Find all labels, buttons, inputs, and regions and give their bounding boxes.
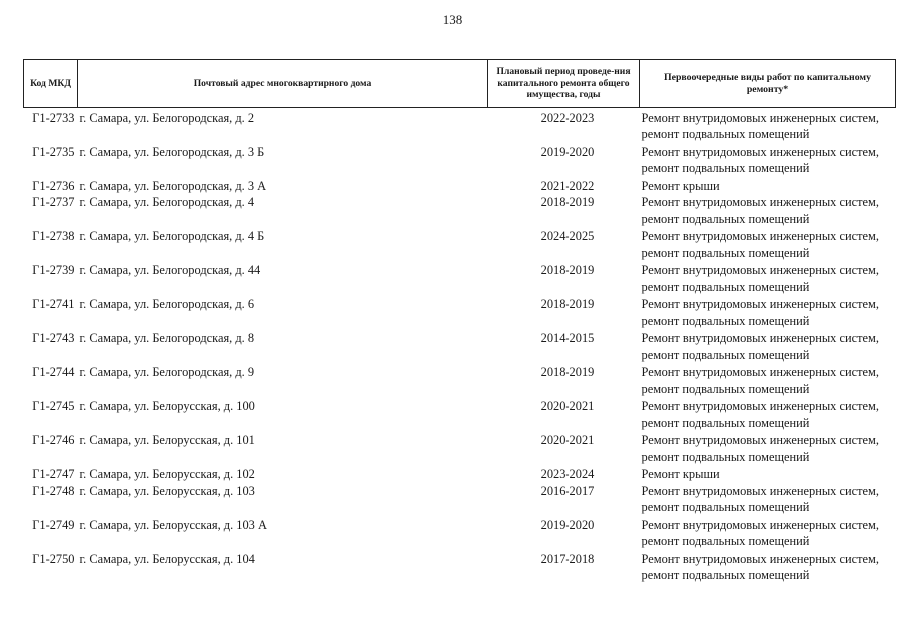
cell-period: 2024-2025 xyxy=(540,229,595,244)
cell-code: Г1-2748 xyxy=(32,483,75,498)
cell-works xyxy=(640,228,896,262)
cell-works xyxy=(640,144,896,178)
cell-code: Г1-2744 xyxy=(32,365,75,380)
works-line-2: ремонт подвальных помещений xyxy=(641,279,810,294)
table-row xyxy=(24,194,896,228)
cell-address: г. Самара, ул. Белорусская, д. 101 xyxy=(79,433,255,448)
table-row xyxy=(24,466,896,482)
works-line-2: ремонт подвальных помещений xyxy=(641,211,810,226)
table-row xyxy=(24,398,896,432)
cell-address: г. Самара, ул. Белорусская, д. 100 xyxy=(79,399,255,414)
table-row xyxy=(24,144,896,178)
cell-code: Г1-2737 xyxy=(32,195,75,210)
table-row xyxy=(24,517,896,551)
header-address: Почтовый адрес многоквартирного дома xyxy=(78,60,488,108)
table-row xyxy=(24,296,896,330)
cell-works xyxy=(640,364,896,398)
cell-works xyxy=(640,108,896,145)
cell-period: 2014-2015 xyxy=(540,331,595,346)
works-line-2: ремонт подвальных помещений xyxy=(641,381,810,396)
cell-works xyxy=(640,262,896,296)
cell-code: Г1-2746 xyxy=(32,433,75,448)
works-line-1: Ремонт внутридомовых инженерных систем, xyxy=(641,331,879,346)
works-line-1: Ремонт внутридомовых инженерных систем, xyxy=(641,483,879,498)
cell-period: 2020-2021 xyxy=(540,433,595,448)
cell-address: г. Самара, ул. Белогородская, д. 4 xyxy=(79,195,255,210)
cell-works xyxy=(640,483,896,517)
cell-code: Г1-2736 xyxy=(32,179,75,193)
works-line-2: ремонт подвальных помещений xyxy=(641,534,810,549)
cell-code: Г1-2741 xyxy=(32,297,75,312)
works-line-2: ремонт подвальных помещений xyxy=(641,415,810,430)
cell-address: г. Самара, ул. Белорусская, д. 103 А xyxy=(79,517,267,532)
works-line-2: ремонт подвальных помещений xyxy=(641,500,810,515)
table-row xyxy=(24,262,896,296)
cell-works xyxy=(640,432,896,466)
cell-period: 2018-2019 xyxy=(540,195,595,210)
table-row xyxy=(24,330,896,364)
cell-code: Г1-2745 xyxy=(32,399,75,414)
cell-address: г. Самара, ул. Белорусская, д. 102 xyxy=(79,467,255,482)
cell-works xyxy=(640,551,896,585)
cell-address: г. Самара, ул. Белогородская, д. 6 xyxy=(79,297,255,312)
works-line-2: ремонт подвальных помещений xyxy=(641,568,810,583)
table-row xyxy=(24,483,896,517)
table-row xyxy=(24,228,896,262)
works-line-1: Ремонт крыши xyxy=(641,179,720,193)
cell-period: 2021-2022 xyxy=(540,179,595,193)
cell-code: Г1-2743 xyxy=(32,331,75,346)
cell-period: 2016-2017 xyxy=(540,483,595,498)
header-works: Первоочередные виды работ по капитальному ремонту* xyxy=(640,60,896,108)
works-line-2: ремонт подвальных помещений xyxy=(641,161,810,176)
cell-code: Г1-2733 xyxy=(32,111,75,125)
cell-works xyxy=(640,398,896,432)
works-line-1: Ремонт внутридомовых инженерных систем, xyxy=(641,297,879,312)
cell-period: 2019-2020 xyxy=(540,145,595,159)
cell-code: Г1-2747 xyxy=(32,467,75,482)
works-line-1: Ремонт внутридомовых инженерных систем, xyxy=(641,399,879,414)
table-row xyxy=(24,178,896,194)
cell-address: г. Самара, ул. Белогородская, д. 2 xyxy=(79,111,255,125)
cell-address: г. Самара, ул. Белогородская, д. 44 xyxy=(79,263,261,278)
header-period: Плановый период проведе-ния капитального ремонта общего имущества, годы xyxy=(488,60,640,108)
table-row xyxy=(24,432,896,466)
works-line-2: ремонт подвальных помещений xyxy=(641,127,810,142)
works-line-1: Ремонт крыши xyxy=(641,467,720,482)
page-number: 138 xyxy=(442,12,463,27)
table-row xyxy=(24,551,896,585)
cell-period: 2018-2019 xyxy=(540,365,595,380)
cell-address: г. Самара, ул. Белорусская, д. 104 xyxy=(79,551,255,566)
cell-works xyxy=(640,178,896,194)
cell-works xyxy=(640,194,896,228)
cell-period: 2018-2019 xyxy=(540,297,595,312)
cell-period: 2023-2024 xyxy=(540,467,595,482)
works-line-1: Ремонт внутридомовых инженерных систем, xyxy=(641,517,879,532)
cell-code: Г1-2738 xyxy=(32,229,75,244)
cell-period: 2022-2023 xyxy=(540,111,595,125)
cell-period: 2017-2018 xyxy=(540,551,595,566)
cell-works xyxy=(640,330,896,364)
header-code: Код МКД xyxy=(24,60,78,108)
works-line-2: ремонт подвальных помещений xyxy=(641,245,810,260)
cell-period: 2018-2019 xyxy=(540,263,595,278)
cell-address: г. Самара, ул. Белогородская, д. 3 Б xyxy=(79,145,265,159)
works-line-1: Ремонт внутридомовых инженерных систем, xyxy=(641,365,879,380)
cell-address: г. Самара, ул. Белогородская, д. 3 А xyxy=(79,179,267,193)
cell-address: г. Самара, ул. Белогородская, д. 4 Б xyxy=(79,229,265,244)
cell-address: г. Самара, ул. Белогородская, д. 9 xyxy=(79,365,255,380)
works-line-1: Ремонт внутридомовых инженерных систем, xyxy=(641,551,879,566)
cell-address: г. Самара, ул. Белогородская, д. 8 xyxy=(79,331,255,346)
table-row xyxy=(24,364,896,398)
works-line-2: ремонт подвальных помещений xyxy=(641,449,810,464)
works-line-2: ремонт подвальных помещений xyxy=(641,347,810,362)
cell-code: Г1-2735 xyxy=(32,145,75,159)
cell-code: Г1-2749 xyxy=(32,517,75,532)
cell-period: 2020-2021 xyxy=(540,399,595,414)
cell-code: Г1-2739 xyxy=(32,263,75,278)
works-line-1: Ремонт внутридомовых инженерных систем, xyxy=(641,195,879,210)
works-line-1: Ремонт внутридомовых инженерных систем, xyxy=(641,229,879,244)
works-line-1: Ремонт внутридомовых инженерных систем, xyxy=(641,433,879,448)
cell-period: 2019-2020 xyxy=(540,517,595,532)
works-line-1: Ремонт внутридомовых инженерных систем, xyxy=(641,111,879,125)
cell-works xyxy=(640,517,896,551)
table-body xyxy=(24,108,896,585)
works-line-2: ремонт подвальных помещений xyxy=(641,313,810,328)
capital-repair-table xyxy=(23,59,896,585)
works-line-1: Ремонт внутридомовых инженерных систем, xyxy=(641,145,879,159)
cell-address: г. Самара, ул. Белорусская, д. 103 xyxy=(79,483,255,498)
table-row xyxy=(24,108,896,145)
cell-code: Г1-2750 xyxy=(32,551,75,566)
cell-works xyxy=(640,296,896,330)
cell-works xyxy=(640,466,896,482)
table-header xyxy=(24,60,896,108)
works-line-1: Ремонт внутридомовых инженерных систем, xyxy=(641,263,879,278)
